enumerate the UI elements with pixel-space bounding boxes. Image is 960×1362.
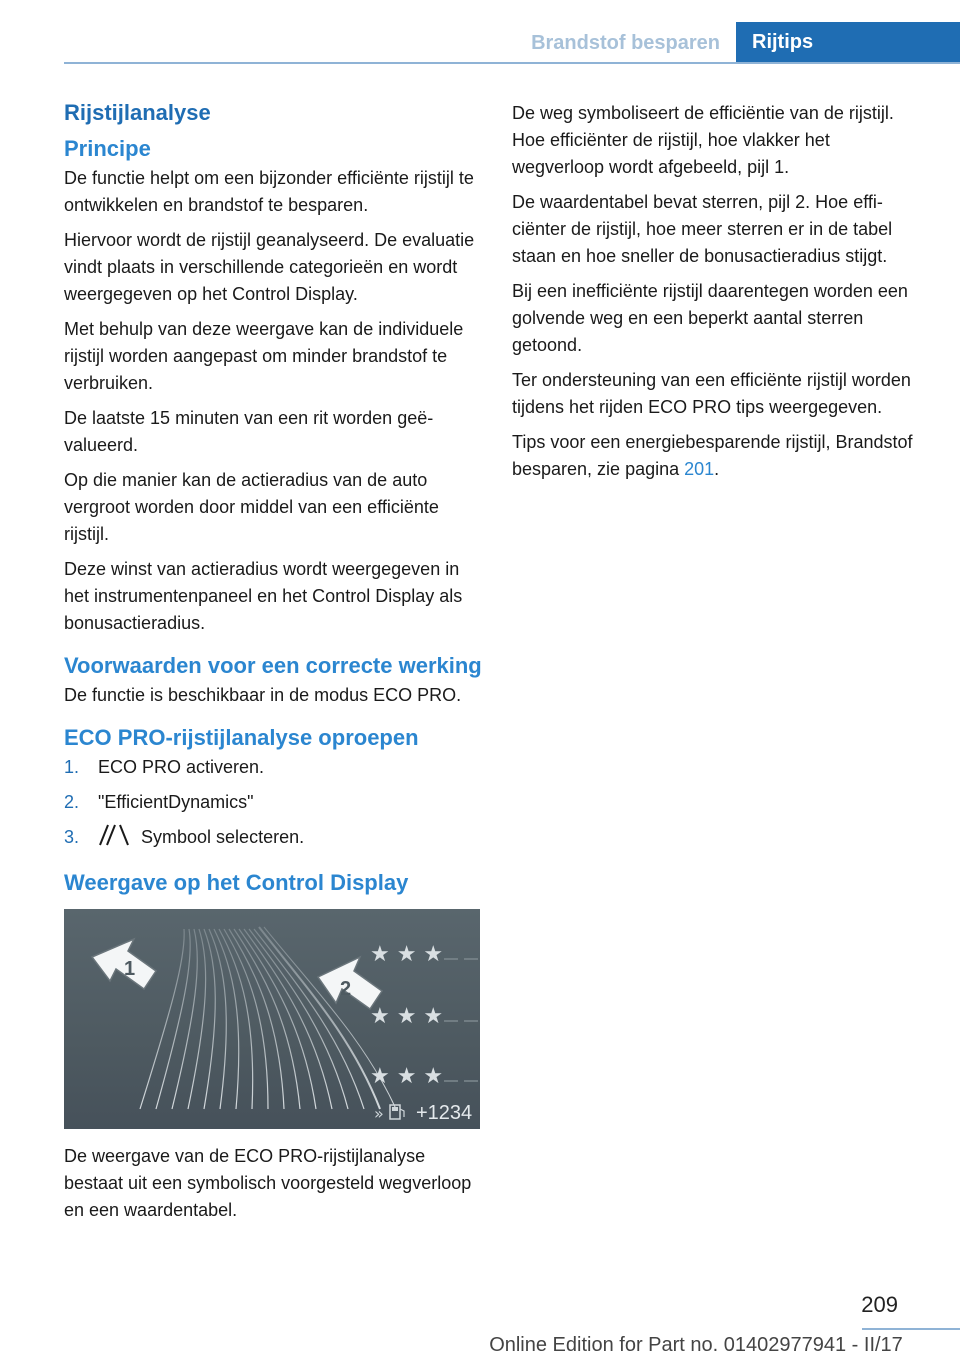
paragraph: De waardentabel bevat sterren, pijl 2. Hoe efficiënter de rijstijl, hoe meer sterren er in de tabel staan en hoe sneller de bonusactieradius stijgt. — [512, 192, 893, 266]
paragraph: Met behulp van deze weergave kan de individuele rijstijl worden aangepast om minder brandstof te verbruiken. — [64, 319, 464, 393]
heading-voorwaarden: Voorwaarden voor een correcte werking — [64, 653, 482, 678]
paragraph: Op die manier kan de actieradius van de auto vergroot worden door middel van een efficiënte rijstijl. — [64, 470, 439, 544]
arrow-2-label: 2 — [340, 978, 352, 1000]
chapter-tab[interactable]: Rijtips — [736, 22, 960, 62]
eco-pro-display-figure — [64, 909, 480, 1129]
heading-weergave: Weergave op het Control Display — [64, 870, 409, 895]
page-header — [0, 22, 960, 64]
paragraph: De weergave van de ECO PRO-rijstijlanalyse bestaat uit een symbolisch voorgesteld wegverloop en een waardentabel. — [64, 1146, 472, 1220]
paragraph: Bij een inefficiënte rijstijl daarentegen worden een golvende weg en een beperkt aantal sterren getoond. — [512, 281, 908, 355]
star-row-1: ★ ★ ★ — [370, 942, 444, 967]
heading-principe: Principe — [64, 136, 151, 161]
star-row-2: ★ ★ ★ — [370, 1004, 444, 1029]
tips-suffix: . — [714, 459, 720, 479]
page-footer — [0, 1282, 960, 1362]
step-number: 1. — [64, 757, 80, 777]
star-rows — [370, 942, 443, 1089]
page-title: Rijstijlanalyse — [64, 100, 211, 125]
bonus-range-value: +1234 — [416, 1102, 473, 1124]
arrow-1 — [92, 939, 156, 989]
breadcrumb-section[interactable]: Brandstof besparen — [531, 32, 720, 54]
paragraph: De laatste 15 minuten van een rit worden geëvalueerd. — [64, 408, 434, 455]
steps-list — [64, 754, 482, 854]
fuel-pump-icon — [390, 1105, 404, 1119]
eco-pro-road-illustration — [64, 909, 480, 1129]
page-link[interactable]: 201 — [684, 459, 715, 479]
paragraph: De functie is beschikbaar in de modus ECO PRO. — [64, 685, 462, 705]
tips-paragraph — [512, 429, 926, 483]
arrow-1-label: 1 — [124, 958, 136, 980]
right-column — [512, 100, 926, 491]
left-column — [64, 100, 482, 1232]
list-item — [64, 789, 482, 816]
paragraph: De functie helpt om een bijzonder efficiënte rijstijl te ontwikkelen en brandstof te besparen. — [64, 168, 474, 215]
step-text: ECO PRO activeren. — [98, 757, 265, 777]
road-symbol-icon — [98, 824, 130, 854]
empty-slots — [444, 959, 478, 1081]
heading-oproepen: ECO PRO-rijstijlanalyse oproepen — [64, 725, 419, 750]
tips-text: Tips voor een energiebesparende rijstijl, Brandstof besparen, zie pagina — [512, 432, 913, 479]
list-item — [64, 754, 482, 781]
page-number: 209 — [861, 1292, 898, 1317]
footer-rule — [862, 1328, 960, 1330]
paragraph: De weg symboliseert de efficiëntie van de rijstijl. Hoe efficiënter de rijstijl, hoe vlakker het wegverloop wordt afgebeeld, pijl 1. — [512, 103, 894, 177]
step-number: 3. — [64, 827, 80, 847]
paragraph: Hiervoor wordt de rijstijl geanalyseerd. De evaluatie vindt plaats in verschillende categorieën en wordt weergegeven op het Control Display. — [64, 230, 475, 304]
paragraph: Ter ondersteuning van een efficiënte rijstijl worden tijdens het rijden ECO PRO tips weergegeven. — [512, 370, 911, 417]
step-text: Symbool selecteren. — [141, 827, 305, 847]
step-number: 2. — [64, 792, 80, 812]
edition-text: Online Edition for Part no. 01402977941 - II/17 — [489, 1334, 903, 1356]
step-text: "EfficientDynamics" — [98, 792, 254, 812]
list-item — [64, 824, 482, 854]
header-rule — [64, 62, 960, 64]
star-row-3: ★ ★ ★ — [370, 1064, 444, 1089]
paragraph: Deze winst van actieradius wordt weergegeven in het instrumentenpaneel en het Control Display als bonusactieradius. — [64, 559, 463, 633]
bonus-chevrons-icon: » — [374, 1104, 384, 1123]
road-lines — [140, 927, 396, 1109]
